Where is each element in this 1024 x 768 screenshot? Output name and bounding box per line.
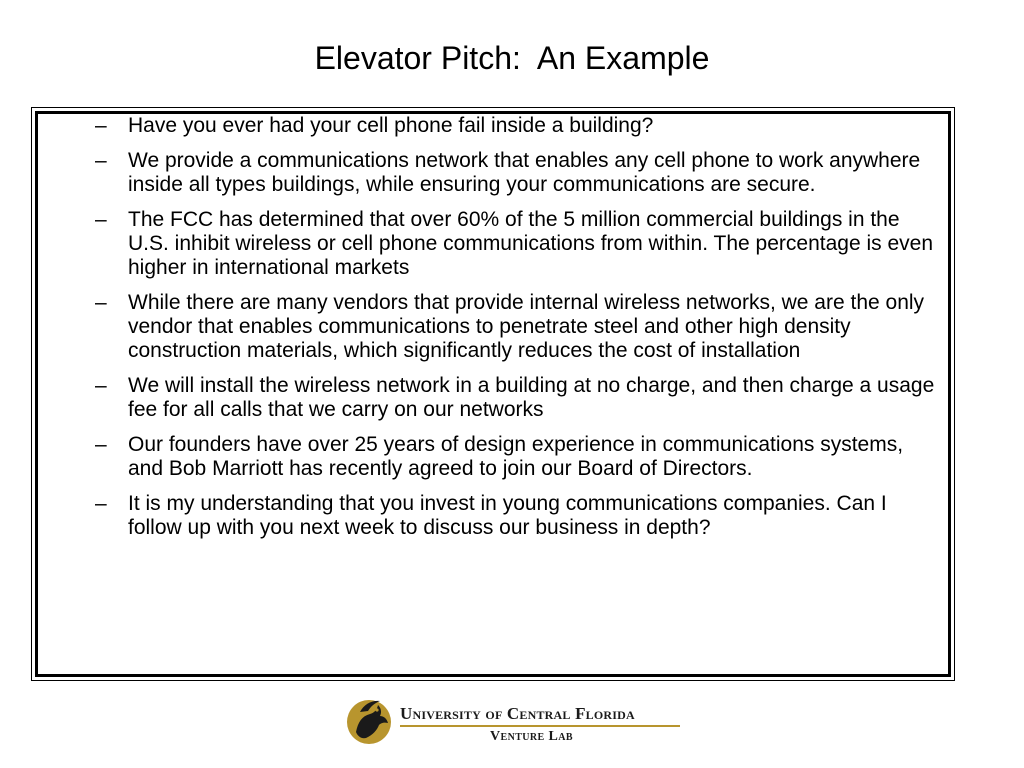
bullet-text: It is my understanding that you invest in young communications companies. Can I follow up with you next week to discuss our business in depth? [128,492,887,539]
bullet-dash: – [95,114,107,137]
bullet-item [95,374,940,422]
ucf-venture-lab-logo [344,692,680,750]
bullet-text: While there are many vendors that provide internal wireless networks, we are the only vendor that enables communications to penetrate steel and other high density construction materials, which significantly reduces the cost of installation [128,291,925,362]
bullet-item [95,208,940,280]
bullet-list [95,114,940,551]
venture-lab-name: Venture Lab [490,729,573,744]
bullet-item [95,149,940,197]
university-name: University of Central Florida [400,704,635,723]
pegasus-icon [344,692,394,750]
bullet-text: We provide a communications network that enables any cell phone to work anywhere inside all types buildings, while ensuring your communications are secure. [128,149,921,196]
bullet-dash: – [95,208,107,231]
logo-divider [400,725,680,727]
slide-title: Elevator Pitch: An Example [314,40,710,76]
bullet-item [95,492,940,540]
bullet-text: The FCC has determined that over 60% of the 5 million commercial buildings in the U.S. inhibit wireless or cell phone communications from within. The percentage is even higher in international markets [128,208,933,279]
bullet-text: Have you ever had your cell phone fail inside a building? [128,114,654,137]
bullet-text: We will install the wireless network in a building at no charge, and then charge a usage fee for all calls that we carry on our networks [128,374,935,421]
bullet-item [95,114,940,138]
bullet-item [95,291,940,363]
bullet-dash: – [95,291,107,314]
bullet-text: Our founders have over 25 years of design experience in communications systems, and Bob Marriott has recently agreed to join our Board of Directors. [128,433,904,480]
bullet-dash: – [95,492,107,515]
bullet-item [95,433,940,481]
bullet-dash: – [95,433,107,456]
bullet-dash: – [95,374,107,397]
bullet-dash: – [95,149,107,172]
